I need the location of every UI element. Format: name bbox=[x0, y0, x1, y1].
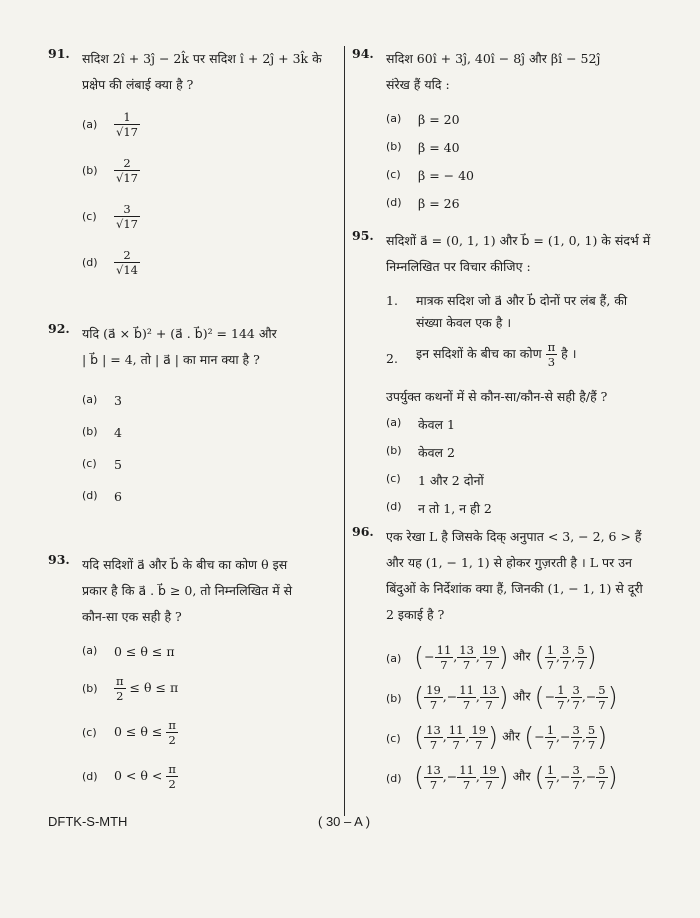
fraction: $\frac{13}{7}$ bbox=[459, 642, 474, 672]
option-label: (d) bbox=[386, 772, 402, 785]
fraction: $\frac{5}{7}$ bbox=[598, 682, 606, 712]
fraction: $\frac{13}{7}$ bbox=[426, 722, 441, 752]
question-text: सदिशों a⃗ = (0, 1, 1) और b⃗ = (1, 0, 1) के संदर्भ में निम्नलिखित पर विचार कीजिए : bbox=[386, 233, 651, 274]
fraction: $\frac{1}{7}$ bbox=[557, 682, 565, 712]
fraction: $\frac{11}{7}$ bbox=[448, 722, 464, 752]
point-coordinates: ( $\frac{13}{7}$ , $\frac{11}{7}$ , $\frac{19}{7}$ ) bbox=[414, 722, 499, 752]
question-number: 93. bbox=[48, 552, 70, 567]
fraction: $\frac{3}{√17}$ bbox=[116, 202, 138, 231]
option-label: (b) bbox=[386, 692, 402, 705]
fraction: $\frac{3}{7}$ bbox=[572, 762, 580, 792]
fraction: $\frac{13}{7}$ bbox=[426, 762, 441, 792]
question-94: 94. सदिश 60î + 3ĵ, 40î − 8ĵ और βî − 52ĵ संरेख हैं यदि : (a) β = 20 (b) β = 40 (c) β = − 40 (d) β = 26 bbox=[352, 46, 652, 98]
join-word: और bbox=[508, 688, 535, 704]
fraction: $\frac{1}{√17}$ bbox=[116, 110, 138, 139]
join-word: और bbox=[498, 728, 525, 744]
question-prompt: उपर्युक्त कथनों में से कौन-सा/कौन-से सही है/हैं ? bbox=[386, 389, 608, 404]
fraction: $\frac{13}{7}$ bbox=[481, 682, 497, 712]
fraction: $\frac{5}{7}$ bbox=[587, 722, 596, 752]
join-word: और bbox=[508, 768, 535, 784]
column-divider bbox=[344, 46, 345, 816]
question-number: 95. bbox=[352, 228, 374, 243]
fraction: $\frac{1}{7}$ bbox=[546, 642, 555, 672]
question-number: 96. bbox=[352, 524, 374, 539]
point-coordinates: ( $\frac{1}{7}$ , $\frac{3}{7}$ , $\frac{5}{7}$ ) bbox=[534, 642, 597, 672]
fraction: $\frac{3}{7}$ bbox=[572, 722, 580, 752]
point-coordinates: (− $\frac{1}{7}$ , $\frac{3}{7}$ ,− $\frac{5}{7}$ ) bbox=[534, 682, 618, 712]
question-95: 95. सदिशों a⃗ = (0, 1, 1) और b⃗ = (1, 0, 1) के संदर्भ में निम्नलिखित पर विचार कीजिए : 1. मात्रक सदिश जो a⃗ और b⃗ दोनों पर लंब हैं, की संख्या केवल एक है । 2. इन सदिशों के बीच का कोण $\frac{\pi}{3}$ है । उपर्युक्त कथनों में से कौन-सा/कौन-से सही है/हैं ? (a) केवल 1 (b) केवल 2 (c) 1 और 2 दोनों (d) न तो 1, न ही 2 bbox=[352, 228, 651, 516]
fraction: $\frac{2}{√17}$ bbox=[116, 156, 138, 185]
option-value bbox=[414, 762, 618, 792]
fraction: $\frac{1}{7}$ bbox=[546, 722, 555, 752]
question-text: यदि (a⃗ × b⃗)² + (a⃗ . b⃗)² = 144 और | b⃗ | = 4, तो | a⃗ | का मान क्या है ? bbox=[82, 326, 277, 367]
point-coordinates: ( $\frac{13}{7}$ ,− $\frac{11}{7}$ , $\frac{19}{7}$ ) bbox=[414, 762, 509, 792]
point-coordinates: (− $\frac{1}{7}$ ,− $\frac{3}{7}$ , $\frac{5}{7}$ ) bbox=[524, 722, 608, 752]
option-label: (a) bbox=[386, 652, 402, 665]
join-word: और bbox=[508, 648, 535, 664]
fraction: $\frac{3}{7}$ bbox=[572, 682, 580, 712]
fraction: $\frac{19}{7}$ bbox=[471, 722, 487, 752]
fraction: $\frac{5}{7}$ bbox=[577, 642, 585, 672]
question-92: 92. यदि (a⃗ × b⃗)² + (a⃗ . b⃗)² = 144 और | b⃗ | = 4, तो | a⃗ | का मान क्या है ? (a) 3 (b) 4 (c) 5 (d) 6 bbox=[48, 321, 340, 373]
point-coordinates: (− $\frac{11}{7}$ , $\frac{13}{7}$ , $\frac{19}{7}$ ) bbox=[414, 642, 509, 672]
question-number: 91. bbox=[48, 46, 70, 61]
point-coordinates: ( $\frac{1}{7}$ ,− $\frac{3}{7}$ ,− $\frac{5}{7}$ ) bbox=[534, 762, 618, 792]
page-number: ( 30 – A ) bbox=[318, 814, 371, 829]
option-label: (c) bbox=[386, 732, 401, 745]
fraction: $\frac{11}{7}$ bbox=[459, 682, 474, 712]
point-coordinates: ( $\frac{19}{7}$ ,− $\frac{11}{7}$ , $\frac{13}{7}$ ) bbox=[414, 682, 509, 712]
option-value bbox=[414, 682, 618, 712]
fraction: $\frac{11}{7}$ bbox=[459, 762, 474, 792]
fraction: $\frac{1}{7}$ bbox=[546, 762, 555, 792]
statement-1: 1. मात्रक सदिश जो a⃗ और b⃗ दोनों पर लंब हैं, की संख्या केवल एक है । bbox=[386, 293, 628, 330]
fraction: $\frac{\pi}{2}$ bbox=[168, 762, 176, 791]
question-number: 94. bbox=[352, 46, 374, 61]
question-number: 92. bbox=[48, 321, 70, 336]
fraction: $\frac{2}{√14}$ bbox=[116, 248, 138, 277]
fraction: $\frac{19}{7}$ bbox=[481, 762, 497, 792]
fraction: $\frac{\pi}{2}$ bbox=[168, 718, 176, 747]
option-value bbox=[414, 642, 597, 672]
fraction: $\frac{3}{7}$ bbox=[562, 642, 570, 672]
fraction: $\frac{\pi}{2}$ bbox=[116, 674, 124, 703]
fraction: $\frac{11}{7}$ bbox=[436, 642, 452, 672]
question-text: एक रेखा L है जिसके दिक् अनुपात < 3, − 2, 6 > हैं और यह (1, − 1, 1) से होकर गुज़रती है । L पर उन बिंदुओं के निर्देशांक क्या हैं, जिनकी (1, − 1, 1) से दूरी 2 इकाई है ? bbox=[386, 529, 643, 622]
question-text: सदिश 2î + 3ĵ − 2k̂ पर सदिश î + 2ĵ + 3k̂ के प्रक्षेप की लंबाई क्या है ? bbox=[82, 51, 322, 92]
question-text: यदि सदिशों a⃗ और b⃗ के बीच का कोण θ इस प्रकार है कि a⃗ . b⃗ ≥ 0, तो निम्नलिखित में से कौन-सा एक सही है ? bbox=[82, 557, 293, 624]
question-93: 93. यदि सदिशों a⃗ और b⃗ के बीच का कोण θ इस प्रकार है कि a⃗ . b⃗ ≥ 0, तो निम्नलिखित में से कौन-सा एक सही है ? (a) 0 ≤ θ ≤ π (b) $\frac{\pi}{2}$ ≤ θ ≤ π (c) 0 ≤ θ ≤ $\frac{\pi}{2}$ (d) 0 < θ < $\frac{\pi}{2}$ bbox=[48, 552, 340, 630]
question-text: सदिश 60î + 3ĵ, 40î − 8ĵ और βî − 52ĵ संरेख हैं यदि : bbox=[386, 51, 601, 92]
fraction: $\frac{\pi}{3}$ bbox=[547, 340, 556, 369]
question-96 bbox=[352, 524, 652, 792]
statement-2: 2. इन सदिशों के बीच का कोण $\frac{\pi}{3}$ है । bbox=[386, 340, 577, 369]
fraction: $\frac{5}{7}$ bbox=[598, 762, 606, 792]
fraction: $\frac{19}{7}$ bbox=[426, 682, 441, 712]
fraction: $\frac{19}{7}$ bbox=[481, 642, 497, 672]
question-91: 91. सदिश 2î + 3ĵ − 2k̂ पर सदिश î + 2ĵ + 3k̂ के प्रक्षेप की लंबाई क्या है ? (a) $\frac{1}{√17}$ (b) $\frac{2}{√17}$ (c) $\frac{3}{√17}$ (d) $\frac{2}{√14}$ bbox=[48, 46, 340, 98]
footer-code: DFTK-S-MTH bbox=[48, 814, 128, 829]
option-value bbox=[414, 722, 607, 752]
